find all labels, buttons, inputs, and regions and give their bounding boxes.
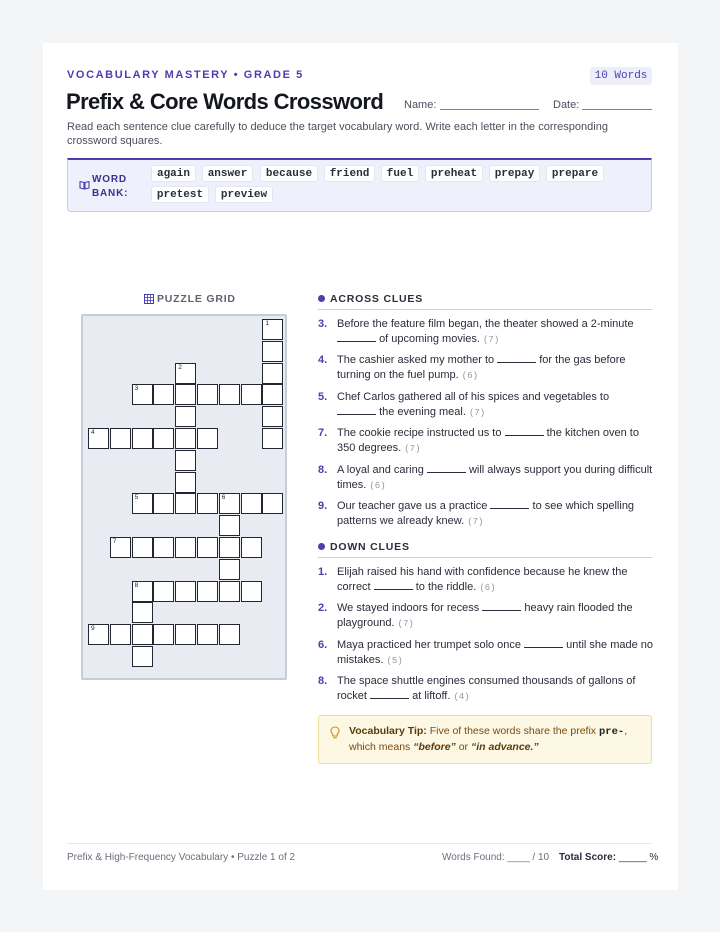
grid-cell[interactable]	[219, 624, 240, 645]
instructions: Read each sentence clue carefully to deduce the target vocabulary word. Write each letter in the corresponding crossword squares.	[67, 121, 608, 147]
down-heading: DOWN CLUES	[330, 541, 410, 553]
grid-clue-number: 5	[134, 494, 139, 502]
worksheet-page	[43, 43, 678, 890]
grid-cell[interactable]	[219, 537, 240, 558]
grid-cell[interactable]	[262, 428, 283, 449]
across-divider	[318, 309, 652, 310]
grid-cell[interactable]	[241, 493, 262, 514]
word-count-badge: 10 Words	[590, 67, 652, 85]
grid-clue-number: 9	[91, 625, 95, 633]
word-bank-item: prepare	[546, 165, 604, 182]
grid-cell[interactable]	[175, 624, 196, 645]
grid-cell[interactable]	[175, 581, 196, 602]
word-bank-item: because	[260, 165, 318, 182]
grid-cell[interactable]	[110, 624, 131, 645]
grid-clue-number: 1	[265, 320, 270, 327]
word-bank-item: friend	[324, 165, 375, 182]
across-bullet-icon	[318, 295, 325, 302]
grid-cell[interactable]	[219, 493, 240, 514]
grid-cell[interactable]	[110, 537, 131, 558]
grid-cell[interactable]	[88, 624, 109, 645]
grid-cell[interactable]	[132, 624, 153, 645]
grid-cell[interactable]	[132, 602, 153, 623]
grid-cell[interactable]	[197, 428, 218, 449]
grid-cell[interactable]	[197, 493, 218, 514]
down-bullet-icon	[318, 543, 325, 550]
grid-clue-number: 2	[178, 363, 182, 371]
answer-blank	[524, 638, 563, 648]
across-clue: 7. The cookie recipe instructed us to the kitchen oven to 350 degrees. (7)	[318, 427, 639, 454]
across-heading: ACROSS CLUES	[330, 293, 424, 305]
grid-cell[interactable]	[132, 537, 153, 558]
grid-cell[interactable]	[153, 537, 174, 558]
total-score: Total Score: _____ %	[559, 852, 659, 863]
answer-blank	[505, 426, 544, 436]
answer-blank	[337, 405, 376, 415]
grid-cell[interactable]	[197, 624, 218, 645]
crossword-grid	[81, 314, 287, 680]
grid-cell[interactable]	[262, 384, 283, 405]
grid-clue-number: 8	[134, 581, 139, 589]
grid-cell[interactable]	[262, 406, 283, 427]
across-clue: 3. Before the feature film began, the theater showed a 2-minute of upcoming movies. (7)	[318, 318, 634, 345]
page-title: Prefix & Core Words Crossword	[66, 89, 384, 114]
grid-cell[interactable]	[175, 363, 196, 384]
grid-cell[interactable]	[132, 493, 153, 514]
date-label: Date:	[553, 99, 580, 111]
grid-cell[interactable]	[219, 559, 240, 580]
grid-cell[interactable]	[219, 384, 240, 405]
answer-blank	[482, 601, 521, 611]
grid-cell[interactable]	[219, 581, 240, 602]
word-bank-item: preview	[215, 186, 273, 203]
down-divider	[318, 557, 652, 558]
grid-cell[interactable]	[153, 624, 174, 645]
grid-cell[interactable]	[241, 581, 262, 602]
word-bank-item: answer	[202, 165, 253, 182]
grid-clue-number: 7	[112, 538, 117, 545]
grid-cell[interactable]	[175, 406, 196, 427]
grid-cell[interactable]	[262, 319, 283, 340]
grid-cell[interactable]	[175, 428, 196, 449]
word-bank-label: WORD BANK:	[92, 174, 129, 199]
grid-cell[interactable]	[175, 472, 196, 493]
grid-cell[interactable]	[197, 384, 218, 405]
word-bank-item: preheat	[425, 165, 483, 182]
grid-clue-number: 3	[134, 385, 139, 393]
grid-cell[interactable]	[153, 384, 174, 405]
answer-blank	[497, 353, 536, 363]
eyebrow-label: VOCABULARY MASTERY • GRADE 5	[67, 69, 304, 81]
grid-cell[interactable]	[110, 428, 131, 449]
grid-cell[interactable]	[153, 428, 174, 449]
grid-cell[interactable]	[241, 537, 262, 558]
grid-cell[interactable]	[153, 493, 174, 514]
grid-cell[interactable]	[132, 428, 153, 449]
across-clue: 9. Our teacher gave us a practice to see which spelling patterns we already knew. (7)	[318, 500, 635, 527]
grid-clue-number: 6	[221, 494, 226, 502]
name-label: Name:	[404, 99, 437, 111]
word-bank	[67, 158, 652, 212]
grid-cell[interactable]	[262, 493, 283, 514]
down-clue: 8. The space shuttle engines consumed thousands of gallons of rocket at liftoff. (4)	[318, 675, 636, 702]
grid-cell[interactable]	[88, 428, 109, 449]
word-bank-item: again	[151, 165, 196, 182]
across-clue: 4. The cashier asked my mother to for the gas before turning on the fuel pump. (6)	[318, 354, 626, 381]
answer-blank	[427, 463, 466, 473]
across-clue: 5. Chef Carlos gathered all of his spices and vegetables to the evening meal. (7)	[318, 391, 610, 418]
answer-blank	[374, 580, 413, 590]
puzzle-grid-label: PUZZLE GRID	[157, 293, 236, 305]
words-found: Words Found: ____ / 10	[442, 852, 550, 863]
grid-cell[interactable]	[241, 384, 262, 405]
grid-icon	[144, 294, 154, 304]
grid-cell[interactable]	[262, 363, 283, 384]
across-clue: 8. A loyal and caring will always support you during difficult times. (6)	[318, 464, 653, 491]
grid-cell[interactable]	[175, 450, 196, 471]
grid-cell[interactable]	[132, 646, 153, 667]
grid-cell[interactable]	[197, 581, 218, 602]
date-field[interactable]	[582, 109, 652, 110]
grid-cell[interactable]	[175, 493, 196, 514]
grid-cell[interactable]	[132, 581, 153, 602]
grid-cell[interactable]	[153, 581, 174, 602]
footer-left: Prefix & High-Frequency Vocabulary • Puzzle 1 of 2	[67, 852, 296, 863]
vocabulary-tip	[318, 715, 652, 764]
down-clue: 6. Maya practiced her trumpet solo once until she made no mistakes. (5)	[318, 639, 654, 666]
grid-cell[interactable]	[262, 341, 283, 362]
grid-cell[interactable]	[175, 537, 196, 558]
tip-text: Vocabulary Tip: Five of these words share the prefix pre-, which means “before” or “in advance.”	[349, 725, 628, 753]
down-clue: 1. Elijah raised his hand with confidence because he knew the correct to the riddle. (6)	[318, 566, 628, 593]
grid-cell[interactable]	[197, 537, 218, 558]
book-icon	[79, 180, 90, 190]
answer-blank	[337, 332, 376, 342]
answer-blank	[490, 499, 529, 509]
footer-divider	[67, 843, 652, 844]
down-clue: 2. We stayed indoors for recess heavy rain flooded the playground. (7)	[318, 602, 633, 629]
lightbulb-icon	[330, 726, 340, 740]
word-bank-item: pretest	[151, 186, 209, 203]
word-bank-item: prepay	[489, 165, 540, 182]
grid-clue-number: 4	[91, 429, 95, 436]
grid-cell[interactable]	[219, 515, 240, 536]
grid-cell[interactable]	[132, 384, 153, 405]
grid-cell[interactable]	[175, 384, 196, 405]
name-field[interactable]	[440, 109, 539, 110]
word-bank-item: fuel	[381, 165, 419, 182]
answer-blank	[370, 689, 409, 699]
